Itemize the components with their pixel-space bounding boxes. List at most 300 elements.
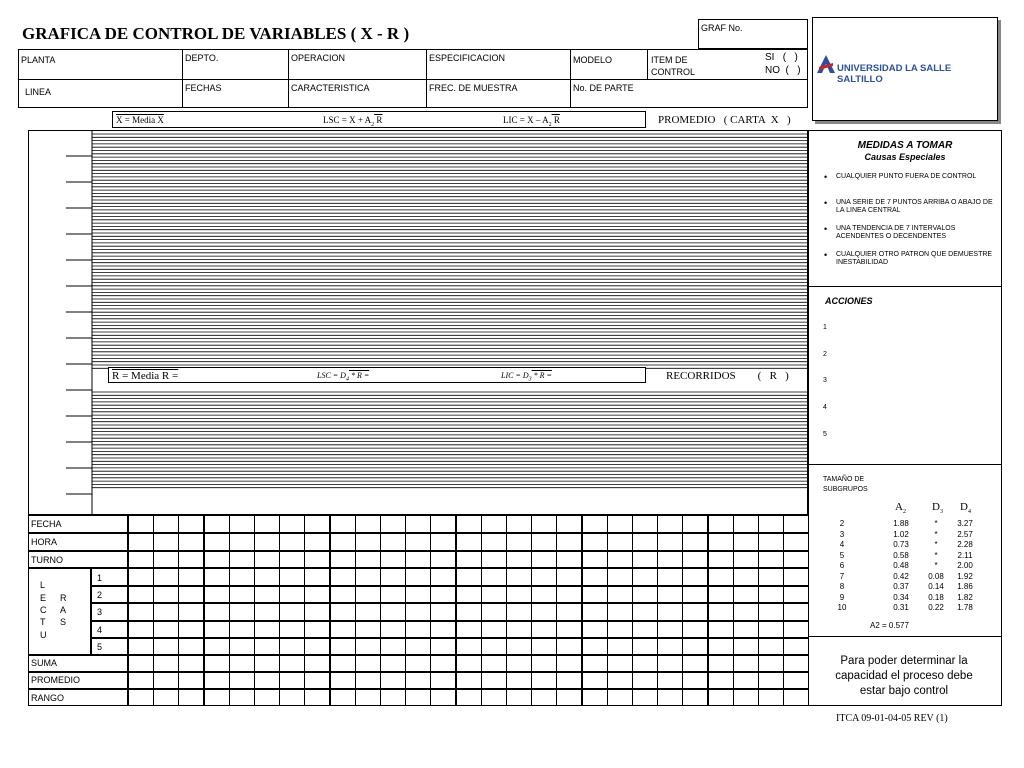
data-cell[interactable] <box>355 638 381 655</box>
data-cell[interactable] <box>556 621 582 638</box>
data-cell[interactable] <box>430 672 456 689</box>
data-cell[interactable] <box>380 551 406 568</box>
data-cell[interactable] <box>556 533 582 551</box>
data-cell[interactable] <box>481 638 507 655</box>
data-cell[interactable] <box>607 586 633 603</box>
data-cell[interactable] <box>178 586 204 603</box>
data-cell[interactable] <box>456 515 482 533</box>
data-cell[interactable] <box>708 586 734 603</box>
data-cell[interactable] <box>456 603 482 621</box>
data-cell[interactable] <box>456 533 482 551</box>
data-cell[interactable] <box>405 533 431 551</box>
data-cell[interactable] <box>481 551 507 568</box>
data-cell[interactable] <box>783 672 809 689</box>
data-cell[interactable] <box>355 689 381 706</box>
data-cell[interactable] <box>632 638 658 655</box>
data-cell[interactable] <box>330 603 356 621</box>
data-cell[interactable] <box>380 515 406 533</box>
data-cell[interactable] <box>708 551 734 568</box>
data-cell[interactable] <box>380 603 406 621</box>
data-cell[interactable] <box>279 533 305 551</box>
data-cell[interactable] <box>430 568 456 586</box>
data-cell[interactable] <box>556 603 582 621</box>
data-cell[interactable] <box>632 689 658 706</box>
data-cell[interactable] <box>153 672 179 689</box>
data-cell[interactable] <box>178 568 204 586</box>
accion-item[interactable]: 2 <box>823 351 827 358</box>
data-cell[interactable] <box>178 533 204 551</box>
data-cell[interactable] <box>657 568 683 586</box>
data-cell[interactable] <box>128 515 154 533</box>
data-cell[interactable] <box>430 621 456 638</box>
data-cell[interactable] <box>229 568 255 586</box>
data-cell[interactable] <box>481 586 507 603</box>
data-cell[interactable] <box>355 603 381 621</box>
data-cell[interactable] <box>430 586 456 603</box>
accion-item[interactable]: 4 <box>823 404 827 411</box>
data-cell[interactable] <box>279 621 305 638</box>
data-cell[interactable] <box>128 603 154 621</box>
data-cell[interactable] <box>556 586 582 603</box>
no-checkbox[interactable]: NO ( ) <box>765 65 801 76</box>
data-cell[interactable] <box>430 655 456 672</box>
data-cell[interactable] <box>128 568 154 586</box>
data-cell[interactable] <box>279 568 305 586</box>
data-cell[interactable] <box>531 672 557 689</box>
data-cell[interactable] <box>380 672 406 689</box>
data-cell[interactable] <box>204 533 230 551</box>
data-cell[interactable] <box>128 586 154 603</box>
data-cell[interactable] <box>229 638 255 655</box>
data-cell[interactable] <box>254 551 280 568</box>
data-cell[interactable] <box>682 533 708 551</box>
data-cell[interactable] <box>330 655 356 672</box>
data-cell[interactable] <box>682 655 708 672</box>
data-cell[interactable] <box>178 655 204 672</box>
data-cell[interactable] <box>733 621 759 638</box>
data-cell[interactable] <box>279 672 305 689</box>
data-cell[interactable] <box>506 568 532 586</box>
data-cell[interactable] <box>178 515 204 533</box>
data-cell[interactable] <box>405 603 431 621</box>
data-cell[interactable] <box>758 638 784 655</box>
data-cell[interactable] <box>531 621 557 638</box>
data-cell[interactable] <box>405 515 431 533</box>
data-cell[interactable] <box>783 603 809 621</box>
data-cell[interactable] <box>254 568 280 586</box>
data-cell[interactable] <box>556 638 582 655</box>
graf-no-box[interactable] <box>698 19 808 49</box>
data-cell[interactable] <box>582 568 608 586</box>
data-cell[interactable] <box>582 672 608 689</box>
data-cell[interactable] <box>708 568 734 586</box>
data-cell[interactable] <box>330 689 356 706</box>
data-cell[interactable] <box>204 638 230 655</box>
data-cell[interactable] <box>783 638 809 655</box>
data-cell[interactable] <box>657 603 683 621</box>
data-cell[interactable] <box>355 672 381 689</box>
data-cell[interactable] <box>279 603 305 621</box>
data-cell[interactable] <box>758 533 784 551</box>
data-cell[interactable] <box>405 621 431 638</box>
data-cell[interactable] <box>304 568 330 586</box>
data-cell[interactable] <box>556 672 582 689</box>
data-cell[interactable] <box>657 621 683 638</box>
data-cell[interactable] <box>229 689 255 706</box>
data-cell[interactable] <box>506 621 532 638</box>
data-cell[interactable] <box>708 621 734 638</box>
data-cell[interactable] <box>556 515 582 533</box>
data-cell[interactable] <box>153 655 179 672</box>
data-cell[interactable] <box>405 672 431 689</box>
data-cell[interactable] <box>254 672 280 689</box>
data-cell[interactable] <box>708 533 734 551</box>
data-cell[interactable] <box>254 655 280 672</box>
data-cell[interactable] <box>456 551 482 568</box>
data-cell[interactable] <box>506 689 532 706</box>
data-cell[interactable] <box>330 515 356 533</box>
data-cell[interactable] <box>481 672 507 689</box>
data-cell[interactable] <box>582 689 608 706</box>
data-cell[interactable] <box>531 551 557 568</box>
data-cell[interactable] <box>229 551 255 568</box>
data-cell[interactable] <box>430 603 456 621</box>
data-cell[interactable] <box>682 672 708 689</box>
data-cell[interactable] <box>430 638 456 655</box>
accion-item[interactable]: 1 <box>823 324 827 331</box>
data-cell[interactable] <box>582 655 608 672</box>
data-cell[interactable] <box>153 689 179 706</box>
data-cell[interactable] <box>153 638 179 655</box>
data-cell[interactable] <box>657 655 683 672</box>
data-cell[interactable] <box>531 586 557 603</box>
data-cell[interactable] <box>430 689 456 706</box>
data-cell[interactable] <box>229 672 255 689</box>
data-cell[interactable] <box>153 586 179 603</box>
data-cell[interactable] <box>380 568 406 586</box>
data-cell[interactable] <box>582 586 608 603</box>
data-cell[interactable] <box>733 568 759 586</box>
data-cell[interactable] <box>254 603 280 621</box>
data-cell[interactable] <box>556 655 582 672</box>
data-cell[interactable] <box>229 603 255 621</box>
data-cell[interactable] <box>657 672 683 689</box>
data-cell[interactable] <box>355 655 381 672</box>
data-cell[interactable] <box>632 515 658 533</box>
data-cell[interactable] <box>506 515 532 533</box>
data-cell[interactable] <box>758 689 784 706</box>
data-cell[interactable] <box>481 568 507 586</box>
data-cell[interactable] <box>355 533 381 551</box>
data-cell[interactable] <box>330 638 356 655</box>
data-cell[interactable] <box>733 551 759 568</box>
data-cell[interactable] <box>506 603 532 621</box>
data-cell[interactable] <box>531 689 557 706</box>
operacion-label[interactable]: OPERACION <box>291 53 346 63</box>
data-cell[interactable] <box>556 568 582 586</box>
planta-label[interactable]: PLANTA <box>21 55 56 65</box>
data-cell[interactable] <box>607 551 633 568</box>
data-cell[interactable] <box>506 638 532 655</box>
data-cell[interactable] <box>632 586 658 603</box>
data-cell[interactable] <box>607 568 633 586</box>
linea-label[interactable]: LINEA <box>25 87 52 97</box>
data-cell[interactable] <box>708 655 734 672</box>
data-cell[interactable] <box>204 551 230 568</box>
data-cell[interactable] <box>254 689 280 706</box>
data-cell[interactable] <box>304 551 330 568</box>
data-cell[interactable] <box>556 689 582 706</box>
data-cell[interactable] <box>682 586 708 603</box>
data-cell[interactable] <box>506 672 532 689</box>
data-cell[interactable] <box>506 655 532 672</box>
data-cell[interactable] <box>733 672 759 689</box>
data-cell[interactable] <box>657 533 683 551</box>
data-cell[interactable] <box>380 689 406 706</box>
data-cell[interactable] <box>229 533 255 551</box>
data-cell[interactable] <box>531 603 557 621</box>
data-cell[interactable] <box>279 515 305 533</box>
data-cell[interactable] <box>330 533 356 551</box>
data-cell[interactable] <box>531 533 557 551</box>
data-cell[interactable] <box>632 672 658 689</box>
data-cell[interactable] <box>405 638 431 655</box>
data-cell[interactable] <box>405 568 431 586</box>
data-cell[interactable] <box>330 586 356 603</box>
data-cell[interactable] <box>330 621 356 638</box>
data-cell[interactable] <box>733 638 759 655</box>
data-cell[interactable] <box>380 621 406 638</box>
modelo-label[interactable]: MODELO <box>573 55 613 65</box>
data-cell[interactable] <box>758 551 784 568</box>
data-cell[interactable] <box>682 638 708 655</box>
data-cell[interactable] <box>128 621 154 638</box>
data-cell[interactable] <box>204 655 230 672</box>
data-cell[interactable] <box>153 603 179 621</box>
data-cell[interactable] <box>531 568 557 586</box>
data-cell[interactable] <box>128 551 154 568</box>
data-cell[interactable] <box>304 586 330 603</box>
data-cell[interactable] <box>783 551 809 568</box>
data-cell[interactable] <box>607 655 633 672</box>
data-cell[interactable] <box>204 586 230 603</box>
data-cell[interactable] <box>279 551 305 568</box>
data-cell[interactable] <box>708 515 734 533</box>
data-cell[interactable] <box>733 655 759 672</box>
data-cell[interactable] <box>304 621 330 638</box>
data-cell[interactable] <box>758 586 784 603</box>
data-cell[interactable] <box>279 586 305 603</box>
data-cell[interactable] <box>632 603 658 621</box>
data-cell[interactable] <box>506 551 532 568</box>
data-cell[interactable] <box>178 672 204 689</box>
data-cell[interactable] <box>582 603 608 621</box>
data-cell[interactable] <box>481 533 507 551</box>
data-cell[interactable] <box>330 551 356 568</box>
data-cell[interactable] <box>254 621 280 638</box>
chart-grid[interactable] <box>28 130 808 515</box>
data-cell[interactable] <box>254 586 280 603</box>
data-cell[interactable] <box>657 689 683 706</box>
data-cell[interactable] <box>178 638 204 655</box>
data-cell[interactable] <box>204 603 230 621</box>
data-cell[interactable] <box>708 638 734 655</box>
accion-item[interactable]: 5 <box>823 431 827 438</box>
data-cell[interactable] <box>506 533 532 551</box>
data-cell[interactable] <box>682 689 708 706</box>
data-cell[interactable] <box>758 655 784 672</box>
data-cell[interactable] <box>607 638 633 655</box>
depto-label[interactable]: DEPTO. <box>185 53 219 63</box>
data-cell[interactable] <box>506 586 532 603</box>
data-cell[interactable] <box>430 533 456 551</box>
data-cell[interactable] <box>531 515 557 533</box>
data-cell[interactable] <box>153 551 179 568</box>
no-parte-label[interactable]: No. DE PARTE <box>573 83 634 93</box>
data-cell[interactable] <box>632 621 658 638</box>
data-cell[interactable] <box>607 621 633 638</box>
data-cell[interactable] <box>229 621 255 638</box>
data-cell[interactable] <box>632 533 658 551</box>
data-cell[interactable] <box>682 515 708 533</box>
data-cell[interactable] <box>682 603 708 621</box>
data-cell[interactable] <box>657 586 683 603</box>
caracteristica-label[interactable]: CARACTERISTICA <box>291 83 370 93</box>
data-cell[interactable] <box>405 586 431 603</box>
data-cell[interactable] <box>153 621 179 638</box>
data-cell[interactable] <box>456 586 482 603</box>
data-cell[interactable] <box>657 551 683 568</box>
data-cell[interactable] <box>758 603 784 621</box>
data-cell[interactable] <box>607 603 633 621</box>
frec-muestra-label[interactable]: FREC. DE MUESTRA <box>429 83 518 93</box>
data-cell[interactable] <box>607 533 633 551</box>
data-cell[interactable] <box>632 568 658 586</box>
data-cell[interactable] <box>304 672 330 689</box>
data-cell[interactable] <box>582 515 608 533</box>
data-cell[interactable] <box>556 551 582 568</box>
data-cell[interactable] <box>758 672 784 689</box>
data-cell[interactable] <box>405 551 431 568</box>
data-cell[interactable] <box>682 621 708 638</box>
data-cell[interactable] <box>229 655 255 672</box>
data-cell[interactable] <box>481 621 507 638</box>
data-cell[interactable] <box>204 515 230 533</box>
data-cell[interactable] <box>758 621 784 638</box>
data-cell[interactable] <box>153 515 179 533</box>
data-cell[interactable] <box>456 568 482 586</box>
data-cell[interactable] <box>758 515 784 533</box>
data-cell[interactable] <box>178 603 204 621</box>
data-cell[interactable] <box>304 603 330 621</box>
data-cell[interactable] <box>330 672 356 689</box>
data-cell[interactable] <box>304 533 330 551</box>
data-cell[interactable] <box>204 621 230 638</box>
data-cell[interactable] <box>405 689 431 706</box>
data-cell[interactable] <box>254 638 280 655</box>
data-cell[interactable] <box>229 586 255 603</box>
data-cell[interactable] <box>733 603 759 621</box>
data-cell[interactable] <box>153 533 179 551</box>
data-cell[interactable] <box>254 533 280 551</box>
data-cell[interactable] <box>204 568 230 586</box>
data-cell[interactable] <box>380 586 406 603</box>
data-cell[interactable] <box>733 515 759 533</box>
data-cell[interactable] <box>783 515 809 533</box>
data-cell[interactable] <box>380 655 406 672</box>
data-cell[interactable] <box>531 638 557 655</box>
data-cell[interactable] <box>304 655 330 672</box>
data-cell[interactable] <box>607 689 633 706</box>
data-cell[interactable] <box>355 551 381 568</box>
data-cell[interactable] <box>304 689 330 706</box>
fechas-label[interactable]: FECHAS <box>185 83 222 93</box>
data-cell[interactable] <box>178 551 204 568</box>
data-cell[interactable] <box>657 638 683 655</box>
data-cell[interactable] <box>204 672 230 689</box>
data-cell[interactable] <box>607 672 633 689</box>
data-cell[interactable] <box>456 689 482 706</box>
data-cell[interactable] <box>582 551 608 568</box>
data-cell[interactable] <box>304 515 330 533</box>
data-cell[interactable] <box>128 638 154 655</box>
data-cell[interactable] <box>254 515 280 533</box>
data-cell[interactable] <box>733 689 759 706</box>
data-cell[interactable] <box>657 515 683 533</box>
data-cell[interactable] <box>481 515 507 533</box>
data-cell[interactable] <box>279 655 305 672</box>
data-cell[interactable] <box>783 621 809 638</box>
data-cell[interactable] <box>355 621 381 638</box>
data-cell[interactable] <box>355 586 381 603</box>
data-cell[interactable] <box>330 568 356 586</box>
data-cell[interactable] <box>733 586 759 603</box>
data-cell[interactable] <box>128 655 154 672</box>
accion-item[interactable]: 3 <box>823 377 827 384</box>
data-cell[interactable] <box>632 551 658 568</box>
data-cell[interactable] <box>279 689 305 706</box>
si-checkbox[interactable]: SI ( ) <box>765 52 798 63</box>
data-cell[interactable] <box>783 568 809 586</box>
data-cell[interactable] <box>682 551 708 568</box>
data-cell[interactable] <box>682 568 708 586</box>
data-cell[interactable] <box>153 568 179 586</box>
data-cell[interactable] <box>128 672 154 689</box>
data-cell[interactable] <box>405 655 431 672</box>
data-cell[interactable] <box>582 533 608 551</box>
data-cell[interactable] <box>380 533 406 551</box>
data-cell[interactable] <box>355 568 381 586</box>
data-cell[interactable] <box>380 638 406 655</box>
data-cell[interactable] <box>481 689 507 706</box>
data-cell[interactable] <box>582 621 608 638</box>
data-cell[interactable] <box>783 689 809 706</box>
data-cell[interactable] <box>632 655 658 672</box>
data-cell[interactable] <box>733 533 759 551</box>
data-cell[interactable] <box>481 603 507 621</box>
data-cell[interactable] <box>582 638 608 655</box>
data-cell[interactable] <box>708 672 734 689</box>
data-cell[interactable] <box>783 533 809 551</box>
data-cell[interactable] <box>607 515 633 533</box>
data-cell[interactable] <box>456 621 482 638</box>
data-cell[interactable] <box>128 533 154 551</box>
data-cell[interactable] <box>178 621 204 638</box>
data-cell[interactable] <box>758 568 784 586</box>
data-cell[interactable] <box>128 689 154 706</box>
data-cell[interactable] <box>456 638 482 655</box>
data-cell[interactable] <box>783 655 809 672</box>
